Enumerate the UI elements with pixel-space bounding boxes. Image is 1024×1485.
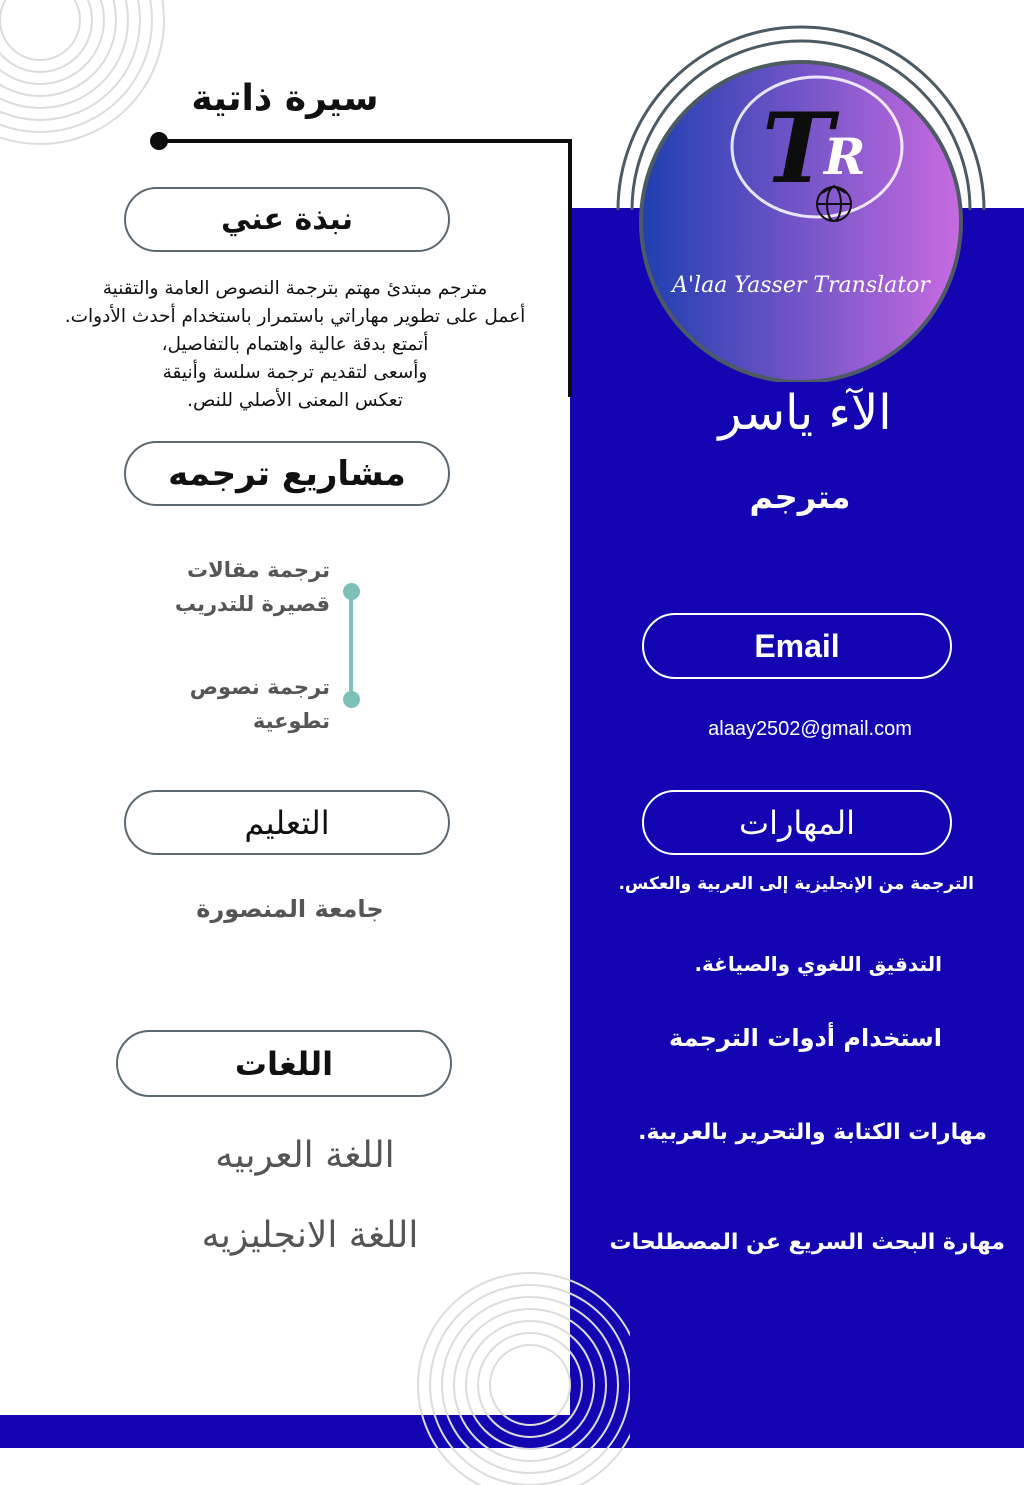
email-address[interactable]: alaay2502@gmail.com — [708, 718, 912, 740]
person-name: الآء ياسر — [718, 385, 892, 441]
about-text — [30, 275, 560, 415]
project-dot — [343, 691, 360, 708]
logo-badge — [612, 22, 990, 382]
about-line: أتمتع بدقة عالية واهتمام بالتفاصيل، — [161, 334, 429, 355]
email-heading: Email — [642, 613, 952, 679]
projects-connector — [349, 590, 353, 700]
about-line: مترجم مبتدئ مهتم بترجمة النصوص العامة والتقنية — [102, 278, 488, 299]
skills-heading: المهارات — [642, 790, 952, 855]
project-line: قصيرة للتدريب — [174, 592, 330, 616]
about-heading: نبذة عني — [124, 187, 450, 252]
timeline-vertical — [568, 139, 572, 397]
skill-item: مهارات الكتابة والتحرير بالعربية. — [638, 1120, 987, 1145]
skill-item: الترجمة من الإنجليزية إلى العربية والعكس. — [618, 874, 974, 894]
skill-item: التدقيق اللغوي والصياغة. — [694, 952, 942, 976]
projects-heading: مشاريع ترجمه — [124, 441, 450, 506]
project-item — [130, 553, 330, 621]
skill-item: مهارة البحث السريع عن المصطلحات — [609, 1230, 1005, 1255]
about-line: تعكس المعنى الأصلي للنص. — [187, 390, 403, 411]
languages-heading: اللغات — [116, 1030, 452, 1097]
decorative-rings-bottom — [400, 1255, 630, 1485]
project-dot — [343, 583, 360, 600]
education-item: جامعة المنصورة — [196, 895, 384, 923]
about-line: أعمل على تطوير مهاراتي باستمرار باستخدام أحدث الأدوات. — [64, 306, 526, 327]
timeline-horizontal — [158, 139, 572, 143]
project-line: تطوعية — [252, 709, 330, 733]
project-line: ترجمة مقالات — [187, 558, 330, 582]
job-title: مترجم — [749, 478, 851, 516]
education-heading: التعليم — [124, 790, 450, 855]
language-item: اللغة العربيه — [215, 1135, 395, 1176]
logo-caption: A'laa Yasser Translator — [672, 273, 930, 298]
language-item: اللغة الانجليزيه — [201, 1215, 419, 1256]
project-item — [130, 670, 330, 738]
project-line: ترجمة نصوص — [189, 675, 330, 699]
about-line: وأسعى لتقديم ترجمة سلسة وأنيقة — [162, 362, 428, 383]
timeline-dot — [150, 132, 168, 150]
page-title: سيرة ذاتية — [191, 78, 379, 119]
skill-item: استخدام أدوات الترجمة — [668, 1024, 942, 1052]
logo-letter-r: R — [824, 127, 866, 186]
logo-letter-t: T — [762, 92, 834, 205]
